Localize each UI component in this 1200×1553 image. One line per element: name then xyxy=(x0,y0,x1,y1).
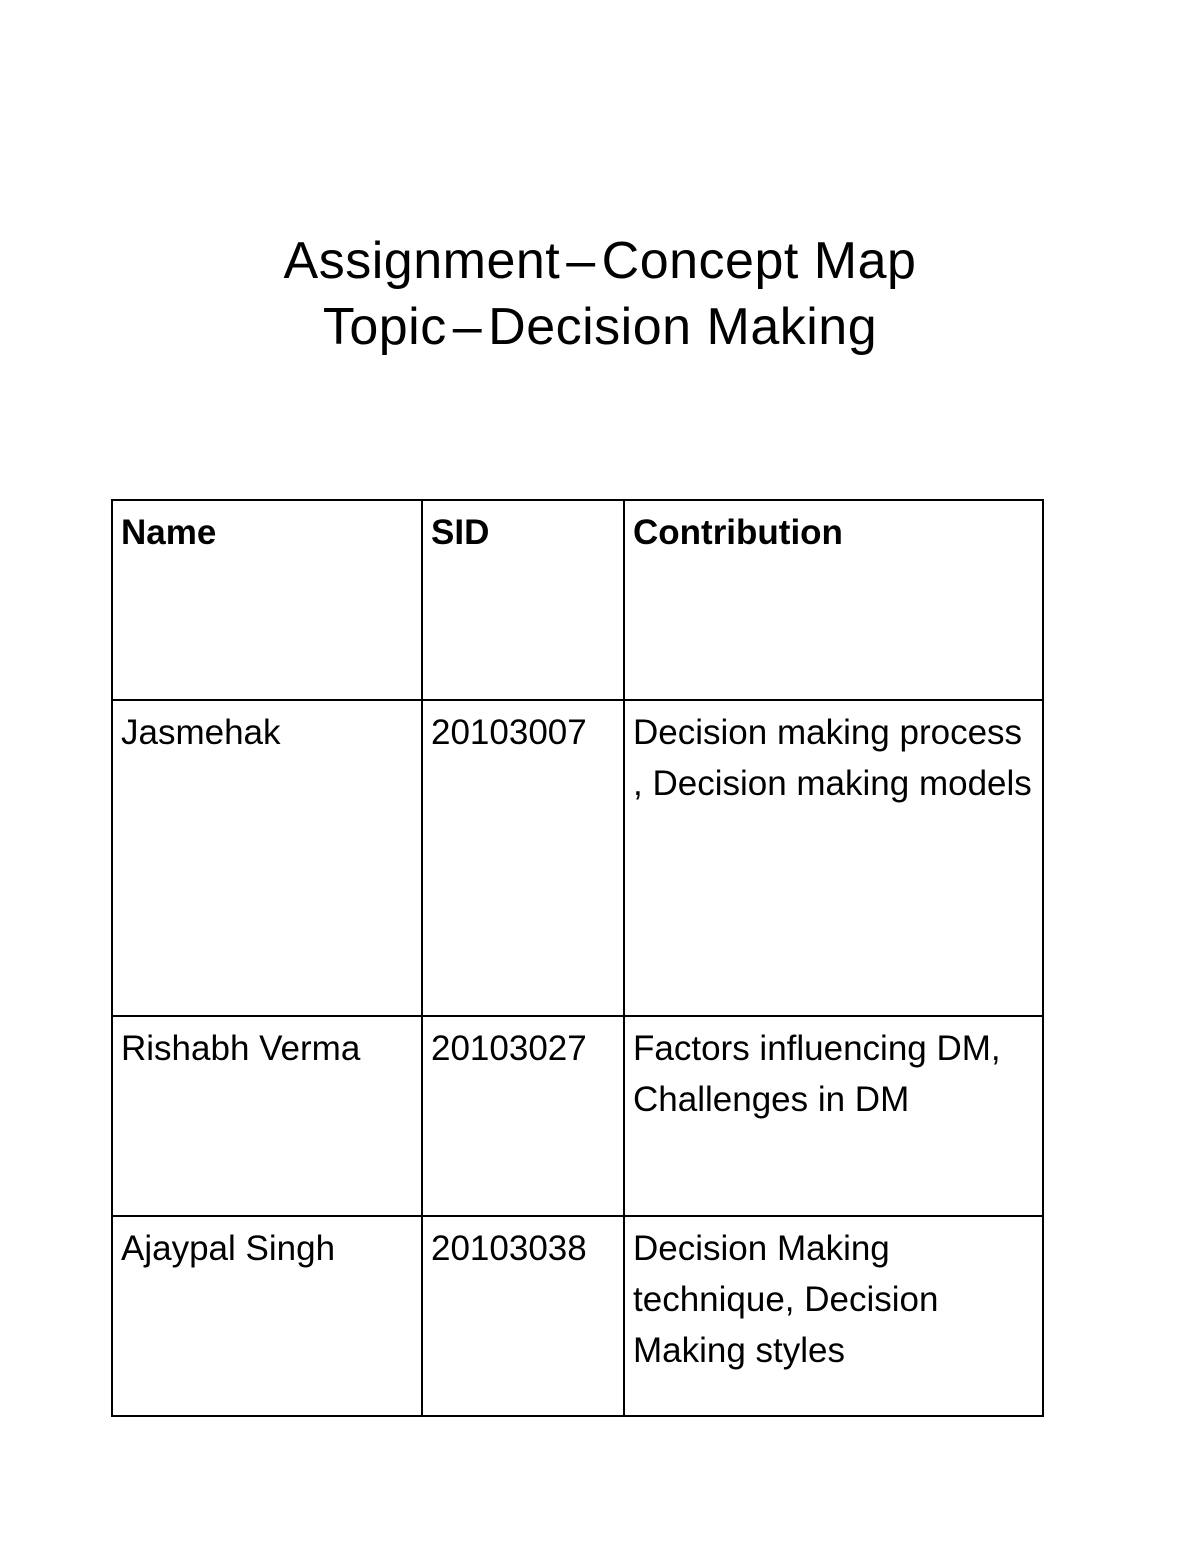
assignment-value: Concept Map xyxy=(601,232,917,290)
topic-label: Topic xyxy=(322,298,447,356)
member-name: Rishabh Verma xyxy=(112,1016,422,1216)
header-name: Name xyxy=(112,500,422,700)
table-header-row xyxy=(112,500,1043,700)
title-line-topic xyxy=(0,294,1200,360)
table-row xyxy=(112,1216,1043,1416)
document-title xyxy=(0,228,1200,360)
member-sid: 20103038 xyxy=(422,1216,624,1416)
header-sid: SID xyxy=(422,500,624,700)
member-name: Ajaypal Singh xyxy=(112,1216,422,1416)
title-separator: – xyxy=(566,232,596,290)
header-contribution: Contribution xyxy=(624,500,1043,700)
member-contribution: Factors influencing DM, Challenges in DM xyxy=(624,1016,1043,1216)
member-sid: 20103027 xyxy=(422,1016,624,1216)
assignment-label: Assignment xyxy=(283,232,561,290)
title-line-assignment xyxy=(0,228,1200,294)
contribution-table xyxy=(111,499,1044,1417)
member-name: Jasmehak xyxy=(112,700,422,1016)
title-separator: – xyxy=(452,298,483,356)
topic-value: Decision Making xyxy=(488,298,878,356)
table-row xyxy=(112,700,1043,1016)
member-sid: 20103007 xyxy=(422,700,624,1016)
member-contribution: Decision making process , Decision making models xyxy=(624,700,1043,1016)
member-contribution: Decision Making technique, Decision Making styles xyxy=(624,1216,1043,1416)
table-row xyxy=(112,1016,1043,1216)
